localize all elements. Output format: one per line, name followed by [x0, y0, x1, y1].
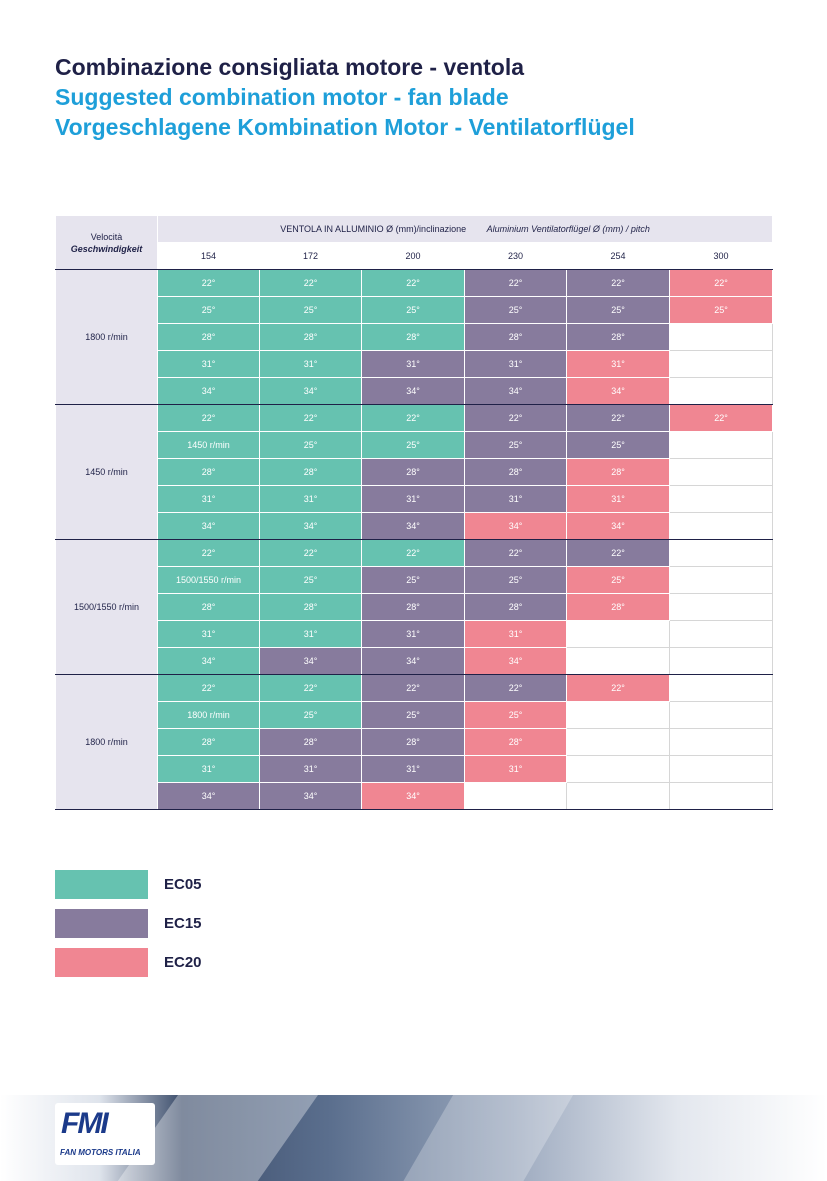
footer-banner — [0, 1095, 827, 1181]
pitch-cell-230: 31° — [465, 621, 567, 648]
pitch-cell-300 — [670, 783, 773, 810]
table-row — [56, 270, 773, 297]
title-english: Suggested combination motor - fan blade — [55, 84, 509, 110]
pitch-cell-172: 28° — [260, 459, 362, 486]
pitch-cell-254 — [567, 756, 670, 783]
pitch-cell-172: 25° — [260, 702, 362, 729]
pitch-cell-230: 28° — [465, 459, 567, 486]
combination-table — [55, 215, 773, 810]
pitch-cell-254: 22° — [567, 270, 670, 297]
pitch-cell-230: 34° — [465, 513, 567, 540]
speed-header-de: Geschwindigkeit — [70, 243, 143, 254]
pitch-cell-154: 31° — [158, 351, 260, 378]
pitch-cell-254: 22° — [567, 405, 670, 432]
pitch-cell-254: 28° — [567, 324, 670, 351]
legend-swatch — [55, 948, 148, 977]
table-row — [56, 729, 773, 756]
pitch-cell-154: 1800 r/min — [158, 702, 260, 729]
pitch-cell-200: 34° — [362, 513, 465, 540]
pitch-cell-154: 28° — [158, 459, 260, 486]
title-italian: Combinazione consigliata motore - ventola — [55, 54, 525, 80]
pitch-cell-172: 31° — [260, 351, 362, 378]
pitch-cell-254: 34° — [567, 513, 670, 540]
pitch-cell-172: 34° — [260, 513, 362, 540]
pitch-cell-154: 28° — [158, 324, 260, 351]
pitch-cell-200: 22° — [362, 540, 465, 567]
pitch-cell-200: 25° — [362, 567, 465, 594]
pitch-cell-172: 25° — [260, 297, 362, 324]
pitch-cell-172: 25° — [260, 432, 362, 459]
pitch-cell-172: 31° — [260, 621, 362, 648]
title-block — [55, 52, 635, 142]
pitch-cell-154: 34° — [158, 783, 260, 810]
table-row — [56, 621, 773, 648]
table-row — [56, 297, 773, 324]
table-row — [56, 459, 773, 486]
pitch-cell-254: 25° — [567, 432, 670, 459]
pitch-cell-230: 31° — [465, 486, 567, 513]
table-row — [56, 324, 773, 351]
diameter-header-254: 254 — [567, 243, 670, 270]
diameter-header-172: 172 — [260, 243, 362, 270]
pitch-cell-154: 34° — [158, 513, 260, 540]
pitch-cell-300 — [670, 351, 773, 378]
blade-header-de: Aluminium Ventilatorflügel Ø (mm) / pitch — [486, 224, 650, 234]
pitch-cell-230: 22° — [465, 675, 567, 702]
fmi-logo — [55, 1103, 155, 1165]
table-row — [56, 756, 773, 783]
pitch-cell-172: 31° — [260, 486, 362, 513]
pitch-cell-200: 31° — [362, 486, 465, 513]
pitch-cell-200: 25° — [362, 297, 465, 324]
pitch-cell-230: 22° — [465, 405, 567, 432]
legend-label: EC20 — [164, 954, 202, 971]
pitch-cell-172: 22° — [260, 540, 362, 567]
pitch-cell-172: 25° — [260, 567, 362, 594]
pitch-cell-300 — [670, 729, 773, 756]
pitch-cell-154: 31° — [158, 486, 260, 513]
pitch-cell-200: 31° — [362, 351, 465, 378]
pitch-cell-230: 34° — [465, 648, 567, 675]
pitch-cell-254: 25° — [567, 297, 670, 324]
pitch-cell-154: 28° — [158, 729, 260, 756]
pitch-cell-172: 28° — [260, 324, 362, 351]
pitch-cell-254 — [567, 783, 670, 810]
pitch-cell-230 — [465, 783, 567, 810]
table-row — [56, 513, 773, 540]
pitch-cell-300 — [670, 324, 773, 351]
pitch-cell-200: 22° — [362, 405, 465, 432]
logo-mark: FMI — [61, 1107, 107, 1140]
diameter-header-200: 200 — [362, 243, 465, 270]
speed-cell: 1450 r/min — [56, 405, 158, 540]
pitch-cell-300 — [670, 486, 773, 513]
pitch-cell-154: 22° — [158, 540, 260, 567]
pitch-cell-254: 22° — [567, 675, 670, 702]
legend-swatch — [55, 909, 148, 938]
pitch-cell-300 — [670, 459, 773, 486]
pitch-cell-172: 22° — [260, 405, 362, 432]
pitch-cell-154: 34° — [158, 378, 260, 405]
pitch-cell-230: 31° — [465, 351, 567, 378]
pitch-cell-300 — [670, 621, 773, 648]
pitch-cell-200: 34° — [362, 783, 465, 810]
pitch-cell-172: 28° — [260, 729, 362, 756]
pitch-cell-154: 31° — [158, 756, 260, 783]
table-row — [56, 675, 773, 702]
pitch-cell-200: 25° — [362, 702, 465, 729]
pitch-cell-172: 31° — [260, 756, 362, 783]
pitch-cell-300 — [670, 513, 773, 540]
table-row — [56, 540, 773, 567]
logo-text: FAN MOTORS ITALIA — [60, 1148, 141, 1157]
table-row — [56, 567, 773, 594]
pitch-cell-300 — [670, 540, 773, 567]
table-row — [56, 783, 773, 810]
pitch-cell-200: 34° — [362, 378, 465, 405]
pitch-cell-200: 28° — [362, 594, 465, 621]
pitch-cell-200: 22° — [362, 270, 465, 297]
pitch-cell-300 — [670, 675, 773, 702]
table-row — [56, 351, 773, 378]
pitch-cell-154: 28° — [158, 594, 260, 621]
pitch-cell-230: 31° — [465, 756, 567, 783]
pitch-cell-154: 31° — [158, 621, 260, 648]
pitch-cell-300 — [670, 702, 773, 729]
pitch-cell-230: 28° — [465, 729, 567, 756]
pitch-cell-172: 34° — [260, 378, 362, 405]
table-row — [56, 486, 773, 513]
pitch-cell-254: 28° — [567, 594, 670, 621]
pitch-cell-230: 34° — [465, 378, 567, 405]
pitch-cell-300 — [670, 378, 773, 405]
pitch-cell-172: 34° — [260, 783, 362, 810]
pitch-cell-200: 28° — [362, 459, 465, 486]
legend-swatch — [55, 870, 148, 899]
pitch-cell-154: 25° — [158, 297, 260, 324]
legend-label: EC05 — [164, 876, 202, 893]
blade-header — [158, 216, 773, 243]
pitch-cell-300 — [670, 594, 773, 621]
pitch-cell-230: 25° — [465, 297, 567, 324]
pitch-cell-300: 25° — [670, 297, 773, 324]
pitch-cell-172: 22° — [260, 675, 362, 702]
table-row — [56, 378, 773, 405]
pitch-cell-154: 1450 r/min — [158, 432, 260, 459]
pitch-cell-200: 28° — [362, 324, 465, 351]
table-row — [56, 432, 773, 459]
pitch-cell-154: 1500/1550 r/min — [158, 567, 260, 594]
pitch-cell-230: 25° — [465, 702, 567, 729]
pitch-cell-154: 22° — [158, 270, 260, 297]
pitch-cell-200: 31° — [362, 621, 465, 648]
blade-header-it: VENTOLA IN ALLUMINIO Ø (mm)/inclinazione — [280, 224, 467, 234]
speed-header-it: Velocità — [90, 231, 123, 242]
pitch-cell-200: 34° — [362, 648, 465, 675]
pitch-cell-254 — [567, 648, 670, 675]
pitch-cell-230: 22° — [465, 270, 567, 297]
pitch-cell-154: 22° — [158, 405, 260, 432]
pitch-cell-230: 28° — [465, 594, 567, 621]
pitch-cell-254: 31° — [567, 486, 670, 513]
speed-cell: 1800 r/min — [56, 270, 158, 405]
legend-label: EC15 — [164, 915, 202, 932]
pitch-cell-254 — [567, 621, 670, 648]
pitch-cell-230: 25° — [465, 432, 567, 459]
pitch-cell-230: 25° — [465, 567, 567, 594]
pitch-cell-154: 22° — [158, 675, 260, 702]
pitch-cell-254: 25° — [567, 567, 670, 594]
pitch-cell-154: 34° — [158, 648, 260, 675]
diameter-header-300: 300 — [670, 243, 773, 270]
pitch-cell-254: 31° — [567, 351, 670, 378]
pitch-cell-254: 22° — [567, 540, 670, 567]
speed-cell: 1800 r/min — [56, 675, 158, 810]
pitch-cell-300: 22° — [670, 405, 773, 432]
pitch-cell-300 — [670, 648, 773, 675]
table-row — [56, 702, 773, 729]
pitch-cell-172: 28° — [260, 594, 362, 621]
pitch-cell-254 — [567, 702, 670, 729]
pitch-cell-200: 31° — [362, 756, 465, 783]
pitch-cell-200: 25° — [362, 432, 465, 459]
speed-cell: 1500/1550 r/min — [56, 540, 158, 675]
pitch-cell-254: 34° — [567, 378, 670, 405]
table-body — [56, 270, 773, 810]
table-row — [56, 648, 773, 675]
pitch-cell-172: 22° — [260, 270, 362, 297]
pitch-cell-300 — [670, 756, 773, 783]
diameter-header-230: 230 — [465, 243, 567, 270]
pitch-cell-230: 28° — [465, 324, 567, 351]
pitch-cell-300: 22° — [670, 270, 773, 297]
pitch-cell-254: 28° — [567, 459, 670, 486]
title-german: Vorgeschlagene Kombination Motor - Ventilatorflügel — [55, 114, 635, 140]
pitch-cell-230: 22° — [465, 540, 567, 567]
speed-header — [56, 216, 158, 270]
table-row — [56, 594, 773, 621]
pitch-cell-200: 28° — [362, 729, 465, 756]
diameter-header-154: 154 — [158, 243, 260, 270]
table-row — [56, 405, 773, 432]
pitch-cell-200: 22° — [362, 675, 465, 702]
pitch-cell-254 — [567, 729, 670, 756]
pitch-cell-300 — [670, 432, 773, 459]
diameter-header-row — [56, 243, 773, 270]
pitch-cell-300 — [670, 567, 773, 594]
pitch-cell-172: 34° — [260, 648, 362, 675]
